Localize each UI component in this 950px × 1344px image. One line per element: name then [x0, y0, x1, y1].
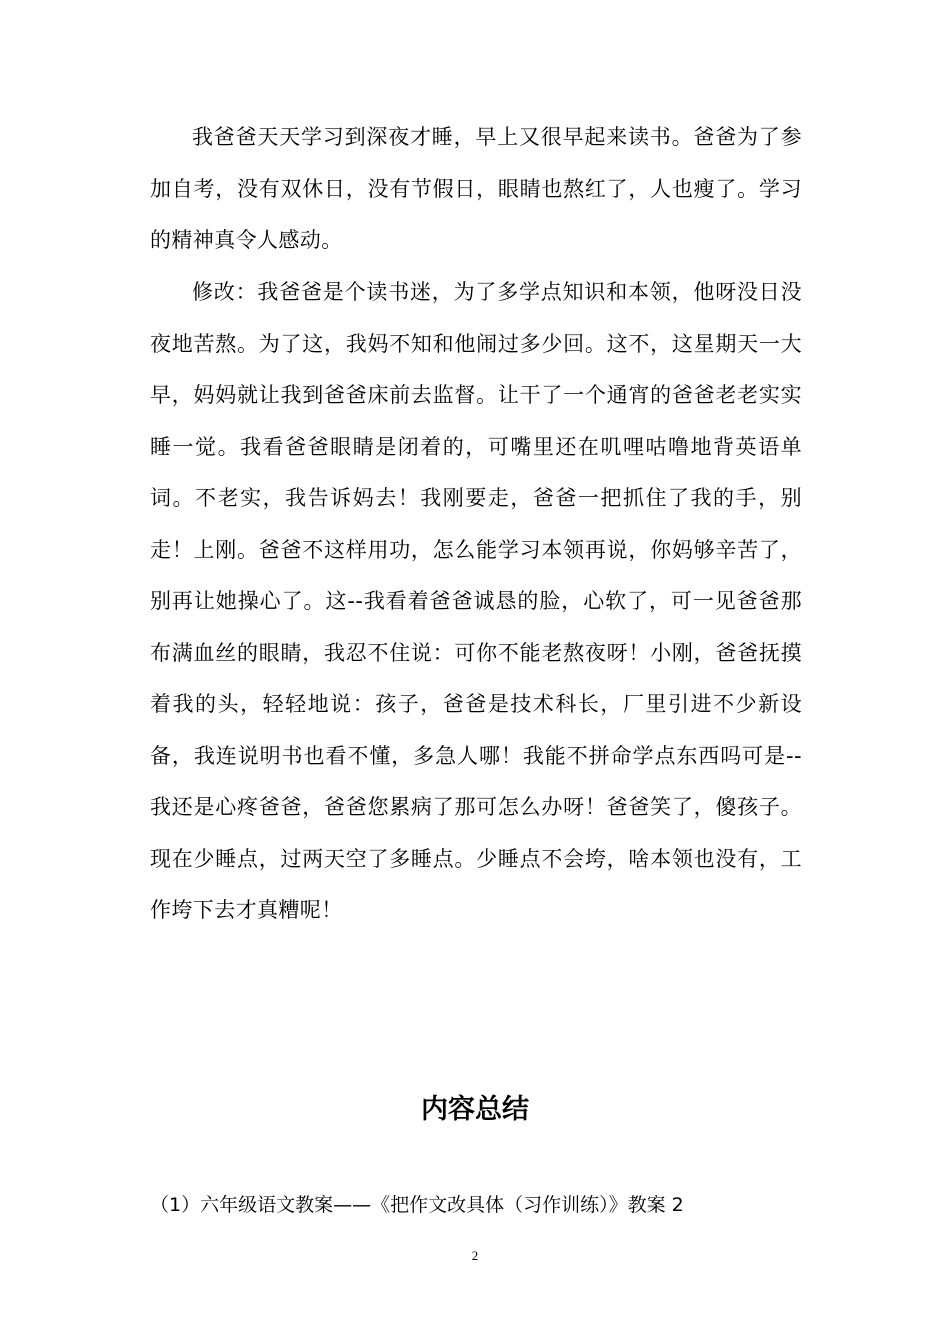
body-paragraph-original: 我爸爸天天学习到深夜才睡，早上又很早起来读书。爸爸为了参加自考，没有双休日，没有节假日，眼睛也熬红了，人也瘦了。学习的精神真令人感动。	[150, 125, 802, 252]
summary-line: （1）六年级语文教案——《把作文改具体（习作训练）》教案 2	[150, 1194, 684, 1216]
page-number: 2	[471, 1248, 479, 1263]
section-title: 内容总结	[421, 1094, 529, 1125]
body-paragraph-revised: 修改：我爸爸是个读书迷，为了多学点知识和本领，他呀没日没夜地苦熬。为了这，我妈不知和他闹过多少回。这不，这星期天一大早，妈妈就让我到爸爸床前去监督。让干了一个通宵的爸爸老老实实睡一觉。我看爸爸眼睛是闭着的，可嘴里还在叽哩咕噜地背英语单词。不老实，我告诉妈去！我刚要走，爸爸一把抓住了我的手，别走！上刚。爸爸不这样用功，怎么能学习本领再说，你妈够辛苦了，别再让她操心了。这--我看着爸爸诚恳的脸，心软了，可一见爸爸那布满血丝的眼睛，我忍不住说：可你不能老熬夜呀！小刚，爸爸抚摸着我的头，轻轻地说：孩子，爸爸是技术科长，厂里引进不少新设备，我连说明书也看不懂，多急人哪！我能不拼命学点东西吗可是--我还是心疼爸爸，爸爸您累病了那可怎么办呀！爸爸笑了，傻孩子。现在少睡点，过两天空了多睡点。少睡点不会垮，啥本领也没有，工作垮下去才真糟呢！	[150, 280, 802, 922]
